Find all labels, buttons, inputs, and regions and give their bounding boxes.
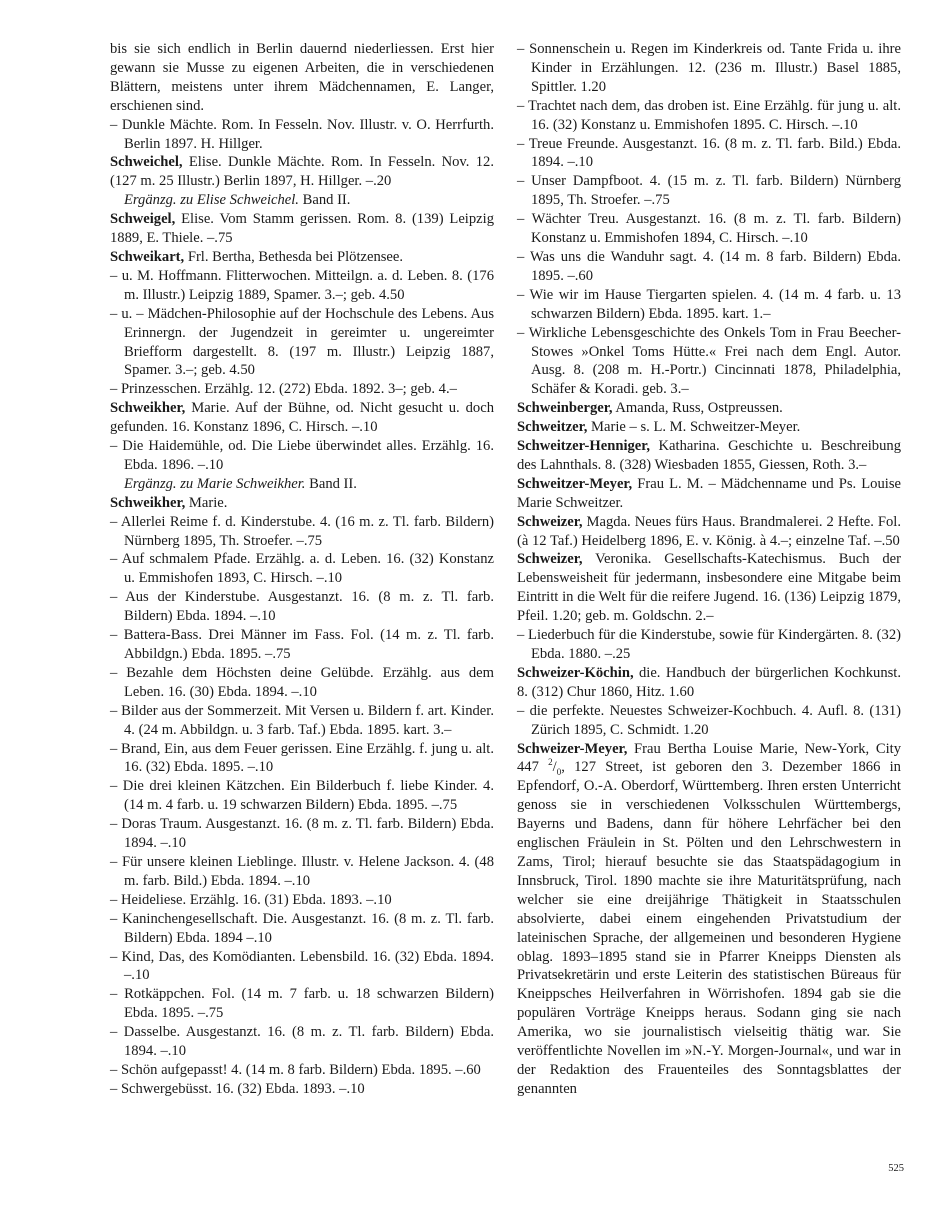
entry-text: – Dasselbe. Ausgestanzt. 16. (8 m. z. Tl. farb. Bildern) Ebda. 1894. –.10 (110, 1024, 494, 1060)
sub-entry (110, 985, 494, 1023)
entry-text: bis sie sich endlich in Berlin dauernd niederliessen. Erst hier gewann sie Musse zu eigenen Arbeiten, die in verschiedenen Blättern, meistens unter ihrem Mädchennamen, E. Langer, erschienen sind. (110, 41, 494, 114)
sub-entry (110, 853, 494, 891)
entry-text: – Kind, Das, des Komödianten. Lebensbild. 16. (32) Ebda. 1894. –.10 (110, 948, 494, 984)
sub-entry (110, 267, 494, 305)
entry-text: – Trachtet nach dem, das droben ist. Eine Erzählg. für jung u. alt. 16. (32) Konstanz u. Emmishofen 1895. C. Hirsch. –.10 (517, 97, 901, 133)
entry-text: Katharina. Geschichte u. Beschreibung des Lahnthals. 8. (328) Wiesbaden 1855, Giessen, Roth. 3.– (517, 438, 901, 473)
entry-text: Elise. Vom Stamm gerissen. Rom. 8. (139) Leipzig 1889, E. Thiele. –.75 (110, 211, 494, 247)
sub-entry (110, 948, 494, 986)
sub-entry (110, 1080, 494, 1099)
entry-text: – Schön aufgepasst! 4. (14 m. 8 farb. Bildern) Ebda. 1895. –.60 (110, 1061, 481, 1078)
sub-entry (110, 513, 494, 551)
entry-text: – Auf schmalem Pfade. Erzählg. a. d. Leben. 16. (32) Konstanz u. Emmishofen 1893, C. Hirsch. –.10 (110, 551, 494, 587)
sub-entry (110, 910, 494, 948)
sub-entry (110, 740, 494, 778)
entry-text: – Wie wir im Hause Tiergarten spielen. 4. (14 m. 4 farb. u. 13 schwarzen Bildern) Ebda. 1895. kart. 1.– (517, 286, 901, 322)
headword-entry (517, 664, 901, 702)
entry-text: – Prinzesschen. Erzählg. 12. (272) Ebda. 1892. 3–; geb. 4.– (110, 381, 457, 398)
entry-text: – Dunkle Mächte. Rom. In Fesseln. Nov. Illustr. v. O. Herrfurth. Berlin 1897. H. Hillger. (110, 116, 494, 152)
entry-text: – Bilder aus der Sommerzeit. Mit Versen u. Bildern f. art. Kinder. 4. (24 m. Abbildgn. u. 3 farb. Taf.) Ebda. 1895. kart. 3.– (110, 702, 494, 738)
headword-entry (517, 418, 901, 437)
sub-entry (110, 380, 494, 399)
entry-text: Marie. (185, 494, 228, 511)
headword-entry (517, 513, 901, 551)
entry-text: – Bezahle dem Höchsten deine Gelübde. Erzählg. aus dem Leben. 16. (30) Ebda. 1894. –.10 (110, 664, 494, 700)
sub-entry (110, 815, 494, 853)
entry-text: – Unser Dampfboot. 4. (15 m. z. Tl. farb. Bildern) Nürnberg 1895, Th. Stroefer. –.75 (517, 173, 901, 209)
sub-entry (110, 588, 494, 626)
sub-entry (110, 664, 494, 702)
supplement-note (110, 191, 494, 210)
headword: Schweikher, (110, 400, 186, 417)
entry-text: Marie. Auf der Bühne, od. Nicht gesucht u. doch gefunden. 16. Konstanz 1896, C. Hirsch. –.10 (110, 400, 494, 436)
sub-entry (110, 305, 494, 381)
headword: Schweigel, (110, 211, 176, 228)
headword: Schweitzer, (517, 419, 588, 436)
left-column (110, 40, 494, 1099)
entry-text: – die perfekte. Neuestes Schweizer-Kochbuch. 4. Aufl. 8. (131) Zürich 1895, C. Schmidt. 1.20 (517, 702, 901, 738)
headword-entry (517, 437, 901, 475)
sub-entry (517, 135, 901, 173)
entry-text: Veronika. Gesellschafts-Katechismus. Buch der Lebensweisheit für jedermann, insbesondere eine Mitgabe beim Eintritt in die Welt für die reifere Jugend. 16. (136) Leipzig 1879, Pfeil. 1.20; geb. m. Goldschn. 2.– (517, 551, 901, 625)
entry-text: – Liederbuch für die Kinderstube, sowie für Kindergärten. 8. (32) Ebda. 1880. –.25 (517, 627, 901, 662)
page-number: 525 (888, 1163, 904, 1174)
sub-entry (110, 550, 494, 588)
entry-text: , 127 Street, ist geboren den 3. Dezember 1866 in Epfendorf, O.-A. Oberdorf, Württemberg. Ihren ersten Unterricht genoss sie in verschiedenen Volksschulen Württembergs, Bayerns und Badens, dann für höhere Lehrfächer bei den englischen Fräulein in St. Pölten und den Lehrschwestern in Zams, Tirol; hierauf besuchte sie das Staatspädagogium in Innsbruck, Tirol. 1890 machte sie ihre Maturitätsprüfung, nach welcher sie eine dreijährige Thätigkeit in Staatsschulen absolvierte, dabei einem eingehenden Privatstudium der lateinischen Sprache, der allgemeinen und besonderen Hygiene oblag. 1893–1895 stand sie in Pfarrer Kneipps Diensten als Privatsekretärin und erste Leiterin des statistischen Büreaus für Kneippsches Heilverfahren in Wörrishofen. 1894 gab sie die populären Vorträge Kneipps heraus. Sodann ging sie nach Amerika, wo sie journalistisch vielseitig thätig war. Sie veröffentlichte Novellen im »N.-Y. Morgen-Journal«, und war in der Redaktion des Frauenteiles des Sonntagsblattes der genannten (517, 759, 901, 1097)
headword-entry (110, 153, 494, 191)
sub-entry (110, 116, 494, 154)
entry-text: Magda. Neues fürs Haus. Brandmalerei. 2 Hefte. Fol. (à 12 Taf.) Heidelberg 1896, E. v. König. à 4.–; einzelne Taf. –.50 (517, 513, 901, 549)
entry-text: – Wächter Treu. Ausgestanzt. 16. (8 m. z. Tl. farb. Bildern) Konstanz u. Emmishofen 1894, C. Hirsch. –.10 (517, 211, 901, 247)
entry-text: – Wirkliche Lebensgeschichte des Onkels Tom in Frau Beecher-Stowes »Onkel Toms Hütte.« Frei nach dem Engl. Autor. Ausg. 8. (208 m. H.-Portr.) Cincinnati 1878, Philadelphia, Schäfer & Koradi. geb. 3.– (517, 324, 901, 398)
sub-entry (517, 626, 901, 664)
sub-entry (110, 891, 494, 910)
sub-entry (517, 97, 901, 135)
sub-entry (110, 626, 494, 664)
headword: Schweikart, (110, 248, 185, 265)
entry-text: Frau Bertha Louise Marie, New-York, City 447 (517, 740, 901, 776)
entry-text: – Die drei kleinen Kätzchen. Ein Bilderbuch f. liebe Kinder. 4. (14 m. 4 farb. u. 19 schwarzen Bildern) Ebda. 1895. –.75 (110, 778, 494, 814)
entry-text: Frl. Bertha, Bethesda bei Plötzensee. (184, 248, 404, 265)
note-italic: Ergänzg. zu Marie Schweikher. (124, 475, 306, 492)
fraction-denominator: 0 (556, 767, 562, 778)
headword: Schweinberger, (517, 400, 613, 417)
headword: Schweizer-Köchin, (517, 664, 634, 681)
entry-text: Marie – s. L. M. Schweitzer-Meyer. (587, 419, 801, 436)
headword-entry (110, 399, 494, 437)
headword: Schweikher, (110, 494, 186, 511)
headword-entry (110, 248, 494, 267)
headword: Schweichel, (110, 154, 183, 171)
entry-text: – Battera-Bass. Drei Männer im Fass. Fol. (14 m. z. Tl. farb. Abbildgn.) Ebda. 1895. –.75 (110, 627, 494, 662)
biography-entry (517, 740, 901, 1099)
note-text: Band II. (298, 192, 351, 209)
headword-entry (517, 475, 901, 513)
entry-text: – Die Haidemühle, od. Die Liebe überwindet alles. Erzählg. 16. Ebda. 1896. –.10 (110, 438, 494, 473)
headword-entry (517, 399, 901, 418)
entry-text: – Schwergebüsst. 16. (32) Ebda. 1893. –.10 (110, 1080, 365, 1097)
headword-entry (110, 210, 494, 248)
entry-text: – Aus der Kinderstube. Ausgestanzt. 16. (8 m. z. Tl. farb. Bildern) Ebda. 1894. –.10 (110, 589, 494, 625)
entry-text: – Sonnenschein u. Regen im Kinderkreis od. Tante Frida u. ihre Kinder in Erzählungen. 12. (236 m. Illustr.) Basel 1885, Spittler. 1.20 (517, 41, 901, 95)
entry-text: – Allerlei Reime f. d. Kinderstube. 4. (16 m. z. Tl. farb. Bildern) Nürnberg 1895, Th. Stroefer. –.75 (110, 513, 494, 549)
sub-entry (517, 172, 901, 210)
entry-text: Amanda, Russ, Ostpreussen. (612, 400, 783, 417)
sub-entry (517, 702, 901, 740)
entry-text: – Brand, Ein, aus dem Feuer gerissen. Eine Erzählg. f. jung u. alt. 16. (32) Ebda. 1895. –.10 (110, 740, 494, 776)
headword: Schweitzer-Meyer, (517, 475, 633, 492)
sub-entry (110, 702, 494, 740)
headword: Schweizer-Meyer, (517, 740, 628, 757)
entry-text: – u. – Mädchen-Philosophie auf der Hochschule des Lebens. Aus Erinnergn. der Jugendzeit in gereimter u. ungereimter Briefform dargestellt. 8. (197 m. Illustr.) Leipzig 1887, Spamer. 3.–; geb. 4.50 (110, 305, 494, 379)
headword: Schweizer, (517, 551, 583, 568)
entry-text: – u. M. Hoffmann. Flitterwochen. Mitteilgn. a. d. Leben. 8. (176 m. Illustr.) Leipzig 1889, Spamer. 3.–; geb. 4.50 (110, 267, 494, 303)
sub-entry (517, 40, 901, 97)
sub-entry (517, 286, 901, 324)
right-column (517, 40, 901, 1099)
sub-entry (110, 1023, 494, 1061)
entry-text: – Rotkäppchen. Fol. (14 m. 7 farb. u. 18 schwarzen Bildern) Ebda. 1895. –.75 (110, 986, 494, 1022)
note-text: Band II. (305, 475, 357, 492)
entry-text: – Heideliese. Erzählg. 16. (31) Ebda. 1893. –.10 (110, 891, 392, 908)
headword-entry (110, 494, 494, 513)
entry-text: – Kaninchengesellschaft. Die. Ausgestanzt. 16. (8 m. z. Tl. farb. Bildern) Ebda. 1894 –.10 (110, 910, 494, 946)
entry-continuation (110, 40, 494, 116)
headword-entry (517, 550, 901, 626)
entry-text: Frau L. M. – Mädchenname und Ps. Louise Marie Schweitzer. (517, 475, 901, 511)
fraction-slash: / (552, 759, 557, 776)
sub-entry (517, 210, 901, 248)
entry-text: – Für unsere kleinen Lieblinge. Illustr. v. Helene Jackson. 4. (48 m. farb. Bild.) Ebda. 1894. –.10 (110, 853, 494, 889)
entry-text: Elise. Dunkle Mächte. Rom. In Fesseln. Nov. 12. (127 m. 25 Illustr.) Berlin 1897, H. Hillger. –.20 (110, 154, 494, 190)
entry-text: die. Handbuch der bürgerlichen Kochkunst. 8. (312) Chur 1860, Hitz. 1.60 (517, 664, 901, 700)
entry-text: – Doras Traum. Ausgestanzt. 16. (8 m. z. Tl. farb. Bildern) Ebda. 1894. –.10 (110, 816, 494, 852)
entry-text: – Treue Freunde. Ausgestanzt. 16. (8 m. z. Tl. farb. Bild.) Ebda. 1894. –.10 (517, 135, 901, 171)
sub-entry (110, 437, 494, 475)
sub-entry (110, 777, 494, 815)
supplement-note (110, 475, 494, 494)
entry-text: – Was uns die Wanduhr sagt. 4. (14 m. 8 farb. Bildern) Ebda. 1895. –.60 (517, 248, 901, 284)
headword: Schweitzer-Henniger, (517, 438, 651, 455)
fraction-numerator: 2 (548, 757, 553, 768)
sub-entry (110, 1061, 494, 1080)
headword: Schweizer, (517, 513, 583, 530)
note-italic: Ergänzg. zu Elise Schweichel. (124, 192, 299, 209)
sub-entry (517, 248, 901, 286)
sub-entry (517, 324, 901, 400)
